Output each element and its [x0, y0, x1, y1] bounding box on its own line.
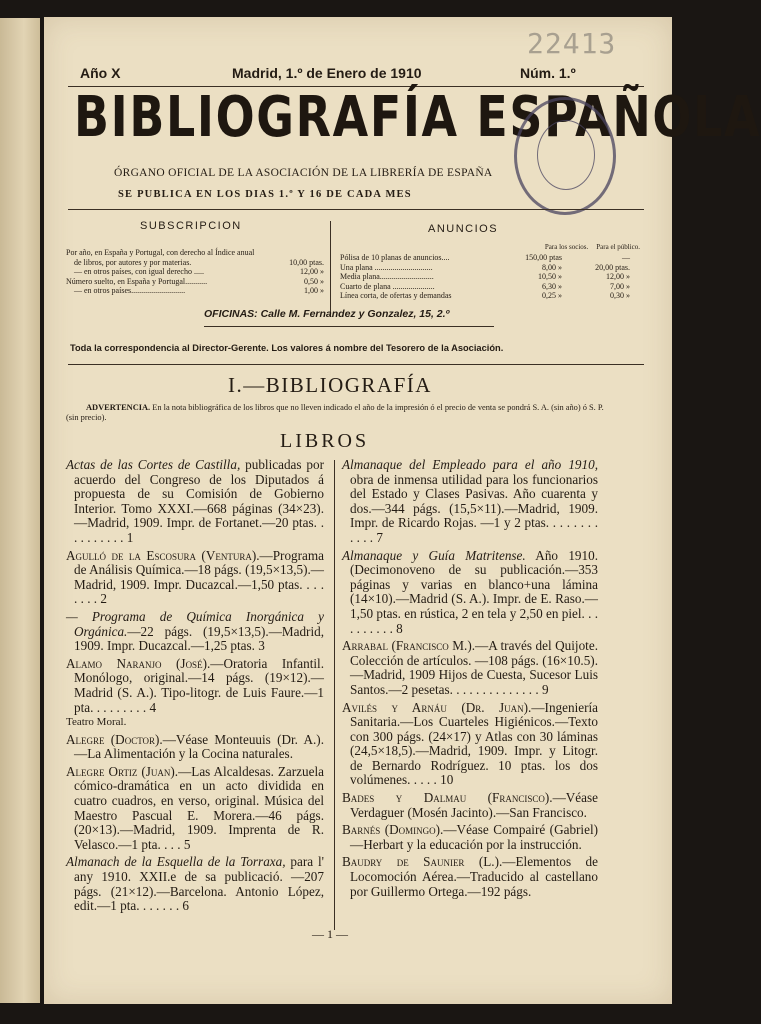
correspondence-note: Toda la correspondencia al Director-Gerente. Los valores á nombre del Tesorero de la Asociación. [70, 343, 504, 353]
left-column [66, 458, 324, 917]
ads-col-members: Para los socios. [544, 243, 589, 251]
section-title: I.—BIBLIOGRAFÍA [228, 373, 432, 397]
masthead-rule [68, 209, 644, 210]
bibliography-entry: Alegre Ortiz (Juan).—Las Alcaldesas. Zarzuela cómico-dramática en un acto dividida en cuatro cuadros, en verso, original. Música del Maestro Pascual E. Morera.—46 págs. (20×13).—Madrid, 1909. Imprenta de R. Velasco.—1 pta. . . . 5 [66, 763, 324, 852]
bibliography-entry: Alegre (Doctor).—Véase Monteuuis (Dr. A.).—La Alimentación y la Cocina naturales. [66, 731, 324, 762]
right-column [342, 458, 598, 902]
issue-year: Año X [80, 65, 121, 81]
subscription-line: Por año, en España y Portugal, con derecho al Índice anual [66, 248, 255, 257]
bibliography-entry: Barnés (Domingo).—Véase Compairé (Gabriel)—Herbart y la educación por la instrucción. [342, 822, 598, 852]
previous-page-edge [0, 18, 40, 1003]
journal-page [44, 17, 761, 1004]
bibliography-entry: Arrabal (Francisco M.).—A través del Quijote. Colección de artículos. —108 págs. (16×10.5).—Madrid, 1909 Hijos de Cuesta, Sucesor Luis Santos.—2 pesetas. . . . . . . . . . . . . . 9 [342, 638, 598, 697]
masthead-subtitle: ÓRGANO OFICIAL DE LA ASOCIACIÓN DE LA LIBRERÍA DE ESPAÑA [114, 167, 493, 179]
bibliography-entry: Alamo Naranjo (José).—Oratoria Infantil. Monólogo, original.—14 págs. (19×12).—Madrid (S. A.). Tipo-litogr. de Luis Faure.—1 pta. . . . . . . . . 4 [66, 655, 324, 715]
subscription-line: Número suelto, en España y Portugal........... 0,50 » [66, 276, 324, 286]
ads-row: Línea corta, de ofertas y demandas 0,25 » 0,30 » [340, 291, 630, 301]
advertencia-label: ADVERTENCIA. [86, 403, 151, 412]
masthead-title: BIBLIOGRAFÍA ESPAÑOLA [74, 85, 761, 150]
bibliography-entry: Almanaque del Empleado para el año 1910, obra de inmensa utilidad para los funcionarios del Estado y Clases Pasivas. Año cuarenta y dos.—344 págs. (15,5×11).—Madrid, 1909. Impr. de Ricardo Rojas. —1 y 2 ptas. . . . . . . . . . . . 7 [342, 457, 598, 545]
ads-row: Cuarto de plana ..................... 6,30 » 7,00 » [340, 281, 630, 291]
ads-row: Pólisa de 10 planas de anuncios.... 150,00 ptas — [340, 253, 630, 262]
libros-heading: LIBROS [280, 430, 370, 452]
bibliography-entry: Teatro Moral. [66, 716, 127, 729]
subscription-list [66, 248, 324, 296]
page-number: — 1 — [312, 927, 348, 941]
ads-row: Una plana ............................. 8,00 » 20,00 ptas. [340, 262, 630, 272]
column-divider [334, 460, 335, 930]
ads-col-headers [340, 243, 640, 251]
bibliography-entry: Avilés y Arnáu (Dr. Juan).—Ingeniería Sanitaria.—Los Cuarteles Higiénicos.—Texto con 300 págs. (24×17) y Atlas con 30 láminas (24,5×18,5).—Madrid, 1909. Impr. y Litogr. de Bernardo Rodríguez. 10 ptas. los dos volúmenes. . . . . 10 [342, 699, 598, 788]
bibliography-entry: Almanaque y Guía Matritense. Año 1910. (Decimonoveno de su publicación.—353 páginas y varias en blanco+una lámina (14×10).—Madrid (S. A.). Impr. de E. Raso.—1,50 ptas. en rústica, 2 en tela y 2,50 en piel. . . . . . . . . . 8 [342, 547, 599, 636]
subscription-line: — en otros países........................... 1,00 » [74, 286, 324, 296]
bibliography-entry: — Programa de Química Inorgánica y Orgánica.—22 págs. (19,5×13,5).—Madrid, 1909. Impr. Ducazcal.—1,25 ptas. 3 [66, 608, 324, 654]
bibliography-entry: Almanach de la Esquella de la Torraxa, para l' any 1910. XXII.e de sa publicació. —207 págs. (21×12).—Barcelona. Antonio López, edit.—1 pta. . . . . . . 6 [66, 854, 324, 914]
correspondence-rule [68, 364, 644, 365]
ads-col-public: Para el público. [596, 243, 640, 251]
subscription-line: — en otros países, con igual derecho ..... 12,00 » [74, 267, 324, 277]
advertencia [66, 403, 606, 423]
advertencia-text: En la nota bibliográfica de los libros que no lleven indicado el año de la impresión ó el precio de venta se pondrá S. A. (sin año) ó S. P. (sin precio). [66, 403, 604, 422]
subscription-title: SUBSCRIPCION [140, 220, 242, 232]
header-divider [330, 221, 331, 317]
bibliography-entry: Agulló de la Escosura (Ventura).—Programa de Análisis Química.—18 págs. (19,5×13,5).—Madrid, 1909. Impr. Ducazcal.—1,50 ptas. . . . . . . . 2 [66, 547, 324, 607]
ads-title: ANUNCIOS [428, 223, 499, 235]
offices-address: OFICINAS: Calle M. Fernandez y Gonzalez, 15, 2.º [204, 308, 450, 320]
subscription-line: de libros, por autores y por materias. 10,00 ptas. [74, 257, 324, 267]
bibliography-entry: Actas de las Cortes de Castilla, publicadas por acuerdo del Congreso de los Diputados á propuesta de su Comisión de Gobierno Interior. Tomo XXXI.—668 páginas (34×23).—Madrid, 1909. Impr. de Fortanet.—20 ptas. . . . . . . . . . 1 [66, 457, 324, 545]
bibliography-entry: Bades y Dalmau (Francisco).—Véase Verdaguer (Mosén Jacinto).—San Francisco. [342, 790, 598, 820]
library-seal [514, 97, 616, 215]
publication-frequency: SE PUBLICA EN LOS DIAS 1.º Y 16 DE CADA MES [118, 189, 412, 200]
ads-table [340, 243, 640, 301]
issue-number: Núm. 1.º [520, 65, 576, 81]
ads-row: Media plana........................... 10,50 » 12,00 » [340, 272, 630, 282]
offices-rule [204, 326, 494, 327]
issue-date: Madrid, 1.º de Enero de 1910 [232, 65, 422, 81]
bibliography-entry: Baudry de Saunier (L.).—Elementos de Locomoción Aérea.—Traducido al castellano por Guillermo Ortega.—192 págs. [342, 854, 598, 899]
archive-number: 22413 [527, 27, 617, 60]
